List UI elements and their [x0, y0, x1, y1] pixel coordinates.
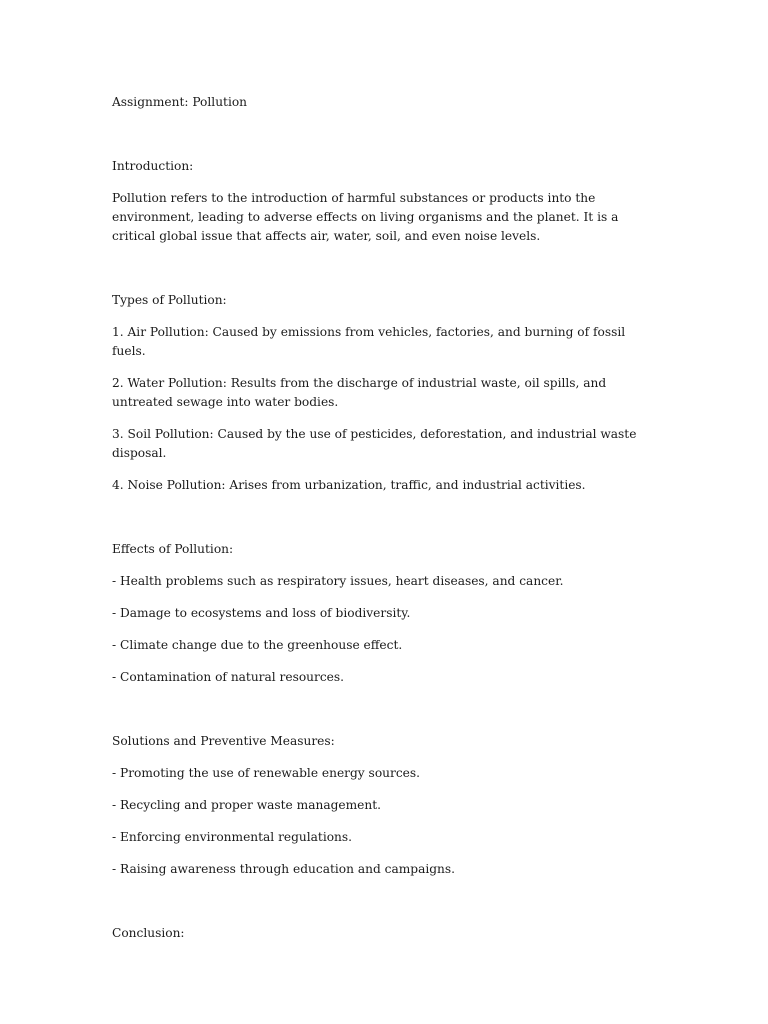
solutions-item-regulations: - Enforcing environmental regulations.: [112, 830, 353, 844]
introduction-text: Pollution refers to the introduction of harmful substances or products into the environment, leading to adverse effects on living organisms and the planet. It is a critical global issue that affects air, water, soil, and even noise levels.: [112, 191, 619, 243]
types-item-noise: 4. Noise Pollution: Arises from urbanization, traffic, and industrial activities.: [112, 478, 586, 492]
effects-item-health: - Health problems such as respiratory issues, heart diseases, and cancer.: [112, 574, 564, 588]
types-item-soil: 3. Soil Pollution: Caused by the use of pesticides, deforestation, and industrial waste disposal.: [112, 427, 637, 460]
types-heading: Types of Pollution:: [112, 293, 227, 307]
document-body: [112, 93, 660, 956]
introduction-heading: Introduction:: [112, 159, 194, 173]
document-title: Assignment: Pollution: [112, 95, 248, 109]
solutions-item-renewable: - Promoting the use of renewable energy sources.: [112, 766, 420, 780]
effects-item-ecosystems: - Damage to ecosystems and loss of biodiversity.: [112, 606, 411, 620]
solutions-heading: Solutions and Preventive Measures:: [112, 734, 335, 748]
solutions-item-recycling: - Recycling and proper waste management.: [112, 798, 381, 812]
types-item-water: 2. Water Pollution: Results from the discharge of industrial waste, oil spills, and untreated sewage into water bodies.: [112, 376, 607, 409]
conclusion-heading: Conclusion:: [112, 926, 185, 940]
effects-heading: Effects of Pollution:: [112, 542, 234, 556]
effects-item-climate: - Climate change due to the greenhouse effect.: [112, 638, 403, 652]
types-item-air: 1. Air Pollution: Caused by emissions from vehicles, factories, and burning of fossil fuels.: [112, 325, 626, 358]
solutions-item-awareness: - Raising awareness through education and campaigns.: [112, 862, 456, 876]
effects-item-contamination: - Contamination of natural resources.: [112, 670, 345, 684]
